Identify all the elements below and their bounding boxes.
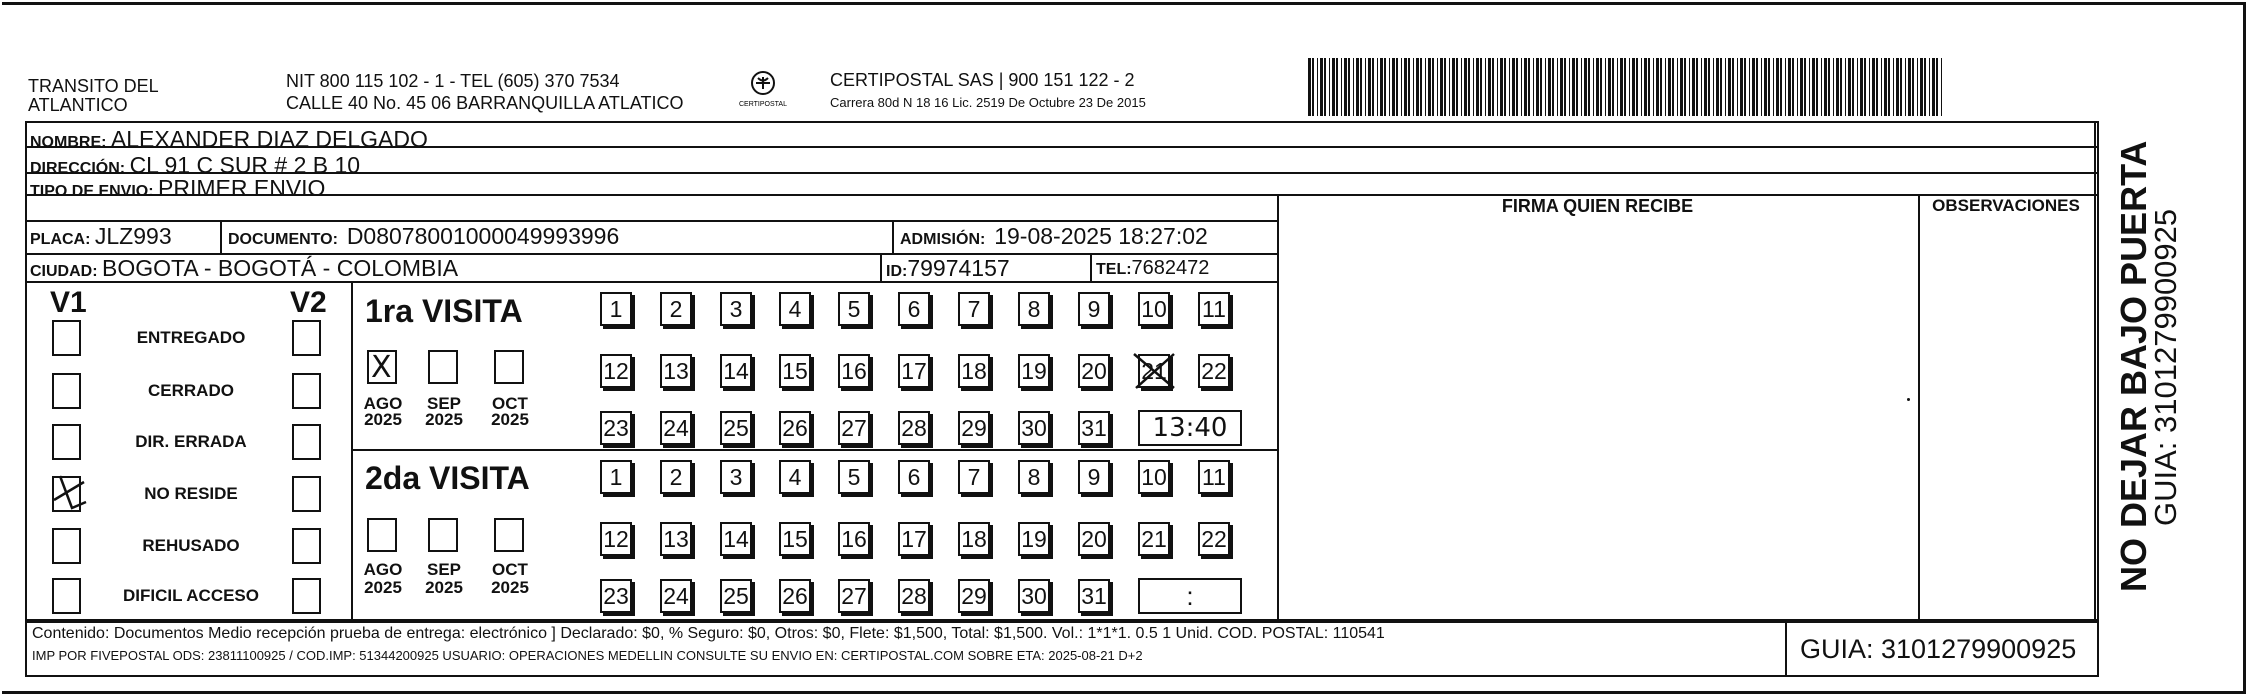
contenido-line: Contenido: Documentos Medio recepción prueba de entrega: electrónico ] Declarado: $0, % Seguro: $0, Otros: $0, Flete: $1,500, Total: $1,500. Vol.: 1*1*1. 0.5 1 Unid. COD. POSTAL: 110541 bbox=[32, 625, 1385, 642]
day-box[interactable]: 27 bbox=[838, 411, 870, 445]
month-year: 2025 bbox=[425, 410, 463, 429]
day-box[interactable]: 16 bbox=[838, 522, 870, 556]
company-name: CERTIPOSTAL SAS | 900 151 122 - 2 bbox=[830, 70, 1135, 90]
month-checkbox[interactable] bbox=[428, 518, 458, 552]
footer-guia: GUIA: 3101279900925 bbox=[1800, 634, 2077, 664]
sender-name-line1: TRANSITO DEL bbox=[28, 76, 159, 96]
no-dejar-bajo-puerta: NO DEJAR BAJO PUERTA bbox=[2113, 140, 2154, 592]
day-box[interactable]: 30 bbox=[1018, 411, 1050, 445]
month-name: OCT bbox=[492, 394, 528, 413]
day-box[interactable]: 5 bbox=[838, 292, 870, 326]
stray-mark bbox=[1907, 398, 1910, 401]
day-box[interactable]: 21 bbox=[1138, 354, 1170, 388]
month-name: SEP bbox=[426, 560, 462, 579]
placa-field: PLACA: JLZ993 bbox=[30, 223, 172, 249]
day-box[interactable]: 12 bbox=[600, 522, 632, 556]
nombre-field: NOMBRE: ALEXANDER DIAZ DELGADO bbox=[30, 126, 428, 152]
month-checkbox[interactable] bbox=[367, 350, 397, 384]
day-box[interactable]: 10 bbox=[1138, 460, 1170, 494]
day-box[interactable]: 14 bbox=[720, 354, 752, 388]
day-box[interactable]: 19 bbox=[1018, 354, 1050, 388]
day-box[interactable]: 1 bbox=[600, 292, 632, 326]
company-license: Carrera 80d N 18 16 Lic. 2519 De Octubre 23 De 2015 bbox=[830, 95, 1146, 110]
observaciones-header: OBSERVACIONES bbox=[1932, 196, 2080, 215]
day-box[interactable]: 22 bbox=[1198, 354, 1230, 388]
v1-checkbox[interactable] bbox=[52, 578, 81, 614]
id-field: ID:79974157 bbox=[886, 255, 1010, 281]
day-box[interactable]: 7 bbox=[958, 460, 990, 494]
day-box[interactable]: 8 bbox=[1018, 460, 1050, 494]
month-year: 2025 bbox=[364, 410, 402, 429]
day-box[interactable]: 1 bbox=[600, 460, 632, 494]
month-checkbox[interactable] bbox=[367, 518, 397, 552]
day-box[interactable]: 5 bbox=[838, 460, 870, 494]
v2-checkbox[interactable] bbox=[292, 476, 321, 512]
day-box[interactable]: 24 bbox=[660, 411, 692, 445]
day-box[interactable]: 7 bbox=[958, 292, 990, 326]
v1-checkbox[interactable] bbox=[52, 424, 81, 460]
status-label: REHUSADO bbox=[142, 536, 240, 555]
day-box[interactable]: 15 bbox=[779, 522, 811, 556]
day-box[interactable]: 9 bbox=[1078, 460, 1110, 494]
day-box[interactable]: 6 bbox=[898, 292, 930, 326]
day-box[interactable]: 11 bbox=[1198, 460, 1230, 494]
day-box[interactable]: 26 bbox=[779, 411, 811, 445]
status-label: DIR. ERRADA bbox=[135, 432, 247, 451]
day-box[interactable]: 14 bbox=[720, 522, 752, 556]
status-label: NO RESIDE bbox=[144, 484, 238, 503]
day-box[interactable]: 3 bbox=[720, 460, 752, 494]
second-visit-time[interactable]: : bbox=[1138, 578, 1242, 614]
first-visit-title: 1ra VISITA bbox=[365, 293, 523, 329]
v2-checkbox[interactable] bbox=[292, 528, 321, 564]
month-checkbox[interactable] bbox=[428, 350, 458, 384]
month-checkbox[interactable] bbox=[494, 350, 524, 384]
admision-field: ADMISIÓN: 19-08-2025 18:27:02 bbox=[900, 223, 1208, 249]
day-box[interactable]: 23 bbox=[600, 579, 632, 613]
v1-header: V1 bbox=[50, 286, 87, 319]
v2-checkbox[interactable] bbox=[292, 424, 321, 460]
day-box[interactable]: 24 bbox=[660, 579, 692, 613]
month-name: AGO bbox=[363, 560, 403, 579]
day-box[interactable]: 29 bbox=[958, 411, 990, 445]
day-box[interactable]: 16 bbox=[838, 354, 870, 388]
month-name: OCT bbox=[492, 560, 528, 579]
v2-header: V2 bbox=[290, 286, 327, 319]
day-box[interactable]: 4 bbox=[779, 292, 811, 326]
day-box[interactable]: 4 bbox=[779, 460, 811, 494]
second-visit-title: 2da VISITA bbox=[365, 460, 530, 496]
day-box[interactable]: 12 bbox=[600, 354, 632, 388]
v1-checkbox[interactable] bbox=[52, 476, 81, 512]
day-box[interactable]: 17 bbox=[898, 354, 930, 388]
day-box[interactable]: 30 bbox=[1018, 579, 1050, 613]
day-box[interactable]: 2 bbox=[660, 460, 692, 494]
status-label: ENTREGADO bbox=[136, 328, 246, 347]
day-box[interactable]: 28 bbox=[898, 579, 930, 613]
svg-text:CERTIPOSTAL: CERTIPOSTAL bbox=[739, 101, 787, 108]
day-box[interactable]: 28 bbox=[898, 411, 930, 445]
ciudad-field: CIUDAD: BOGOTA - BOGOTÁ - COLOMBIA bbox=[30, 255, 459, 281]
tel-field: TEL:7682472 bbox=[1096, 257, 1210, 279]
certipostal-logo bbox=[733, 68, 793, 114]
sender-nit: NIT 800 115 102 - 1 - TEL (605) 370 7534 bbox=[286, 71, 620, 91]
day-box[interactable]: 21 bbox=[1138, 522, 1170, 556]
day-box[interactable]: 25 bbox=[720, 579, 752, 613]
month-year: 2025 bbox=[364, 578, 402, 597]
firma-quien-recibe: FIRMA QUIEN RECIBE bbox=[1501, 196, 1694, 216]
day-box[interactable]: 13 bbox=[660, 522, 692, 556]
day-box[interactable]: 27 bbox=[838, 579, 870, 613]
day-box[interactable]: 17 bbox=[898, 522, 930, 556]
sender-address: CALLE 40 No. 45 06 BARRANQUILLA ATLATICO bbox=[286, 93, 684, 113]
month-name: AGO bbox=[363, 394, 403, 413]
v2-checkbox[interactable] bbox=[292, 320, 321, 356]
v1-checkbox[interactable] bbox=[52, 373, 81, 409]
day-box[interactable]: 31 bbox=[1078, 411, 1110, 445]
v1-checkbox[interactable] bbox=[52, 320, 81, 356]
day-box[interactable]: 3 bbox=[720, 292, 752, 326]
day-box[interactable]: 31 bbox=[1078, 579, 1110, 613]
side-guia: GUIA: 3101279900925 bbox=[2148, 208, 2183, 526]
day-box[interactable]: 20 bbox=[1078, 522, 1110, 556]
day-box[interactable]: 25 bbox=[720, 411, 752, 445]
day-box[interactable]: 9 bbox=[1078, 292, 1110, 326]
day-box[interactable]: 8 bbox=[1018, 292, 1050, 326]
status-label: DIFICIL ACCESO bbox=[122, 586, 259, 605]
v2-checkbox[interactable] bbox=[292, 373, 321, 409]
day-box[interactable]: 26 bbox=[779, 579, 811, 613]
month-year: 2025 bbox=[491, 578, 529, 597]
day-box[interactable]: 22 bbox=[1198, 522, 1230, 556]
tipo-envio-field: TIPO DE ENVIO: PRIMER ENVIO bbox=[30, 175, 326, 201]
month-year: 2025 bbox=[491, 410, 529, 429]
barcode bbox=[1308, 58, 1946, 116]
day-box[interactable]: 20 bbox=[1078, 354, 1110, 388]
documento-field: DOCUMENTO: D08078001000049993996 bbox=[228, 223, 620, 249]
day-box[interactable]: 19 bbox=[1018, 522, 1050, 556]
month-checkbox[interactable] bbox=[494, 518, 524, 552]
day-box[interactable]: 10 bbox=[1138, 292, 1170, 326]
day-box[interactable]: 13 bbox=[660, 354, 692, 388]
month-year: 2025 bbox=[425, 578, 463, 597]
month-mark: X bbox=[371, 350, 392, 385]
day-box[interactable]: 15 bbox=[779, 354, 811, 388]
status-label: CERRADO bbox=[148, 381, 234, 400]
day-box[interactable]: 29 bbox=[958, 579, 990, 613]
day-box[interactable]: 18 bbox=[958, 354, 990, 388]
day-box[interactable]: 6 bbox=[898, 460, 930, 494]
day-box[interactable]: 2 bbox=[660, 292, 692, 326]
imp-line: IMP POR FIVEPOSTAL ODS: 23811100925 / COD.IMP: 51344200925 USUARIO: OPERACIONES MEDELLIN CONSULTE SU ENVIO EN: CERTIPOSTAL.COM SOBRE ETA: 2025-08-21 D+2 bbox=[32, 648, 1143, 663]
v2-checkbox[interactable] bbox=[292, 578, 321, 614]
day-box[interactable]: 11 bbox=[1198, 292, 1230, 326]
sender-name-line2: ATLANTICO bbox=[28, 95, 128, 115]
month-name: SEP bbox=[426, 394, 462, 413]
day-box[interactable]: 23 bbox=[600, 411, 632, 445]
v1-checkbox[interactable] bbox=[52, 528, 81, 564]
direccion-field: DIRECCIÓN: CL 91 C SUR # 2 B 10 bbox=[30, 152, 361, 178]
first-visit-time[interactable]: 13:40 bbox=[1138, 410, 1242, 446]
day-box[interactable]: 18 bbox=[958, 522, 990, 556]
